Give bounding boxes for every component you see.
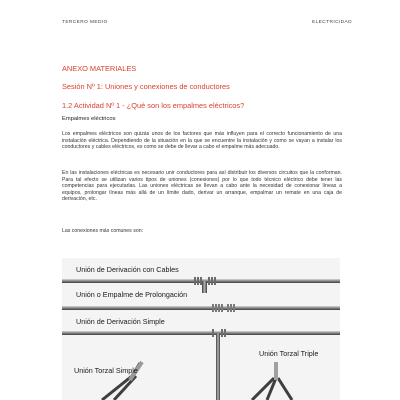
activity-title: 1.2 Actividad Nº 1 - ¿Qué son los empalmes eléctricos? — [62, 101, 245, 110]
label-extension-splice: Unión o Empalme de Prolongación — [76, 290, 188, 299]
section-subheading: Empalmes eléctricos — [62, 116, 116, 122]
page-header — [62, 20, 352, 30]
paragraph-installations: En las instalaciones eléctricas es necesario unir conductores para así distribuir los diversos circuitos que la conforman. Para tal efecto se utilizan varios tipos de uniones (conexiones) por lo que todo técnico eléctrico debe tener las competencias para ejecutarlas. Las uniones eléctricas se llevan a cabo ante la necesidad de conexionar líneas a equipos, prolongar líneas más allá de un límite dado, derivar un arranque, empalmar un remate en una caja de derivación, etc. — [62, 170, 342, 203]
subject-label: ELECTRICIDAD — [312, 20, 352, 25]
splices-photo — [62, 258, 340, 400]
simple-derivation-splice — [62, 329, 340, 400]
session-title: Sesión Nº 1: Uniones y conexiones de conductores — [62, 82, 230, 91]
label-simple-derivation: Unión de Derivación Simple — [76, 317, 165, 326]
label-simple-twist: Unión Torzal Simple — [74, 366, 138, 375]
paragraph-common-connections: Las conexiones más comunes son: — [62, 228, 144, 234]
annex-title: ANEXO MATERIALES — [62, 64, 137, 73]
extension-splice — [62, 304, 340, 312]
label-triple-twist: Unión Torzal Triple — [259, 349, 319, 358]
course-label: TERCERO MEDIO — [62, 20, 108, 25]
splices-illustration — [62, 258, 340, 400]
triple-twist-splice — [252, 362, 292, 400]
paragraph-intro: Los empalmes eléctricos son quizás unos de los factores que más influyen para el correcto funcionamiento de una instalación eléctrica. Dependiendo de la situación en la que se encuentre la instalación y como se vayan a instalar los conductores y cables eléctricos, es como se debe de llevar a cabo el empalme más adecuado. — [62, 131, 342, 151]
label-derivation-cables: Unión de Derivación con Cables — [76, 265, 179, 274]
